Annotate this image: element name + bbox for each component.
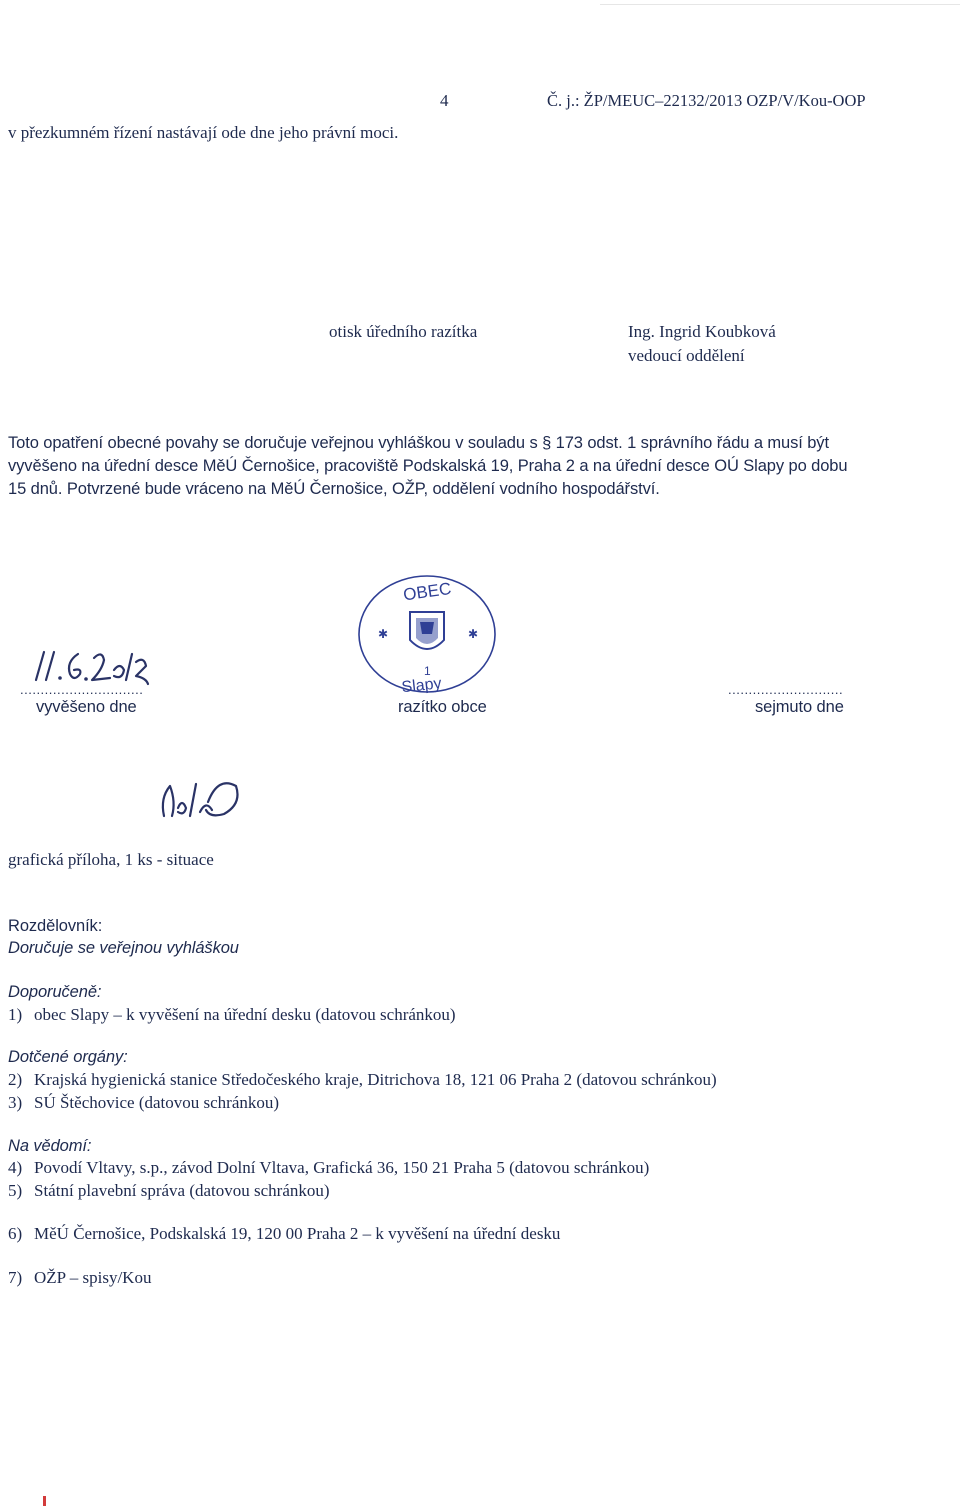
list-item-number: 7)	[8, 1268, 23, 1287]
coat-of-arms-icon	[410, 612, 444, 649]
list-item-text: MěÚ Černošice, Podskalská 19, 120 00 Praha 2 – k vyvěšení na úřední desku	[34, 1224, 561, 1243]
list-item-text: Krajská hygienická stanice Středočeského kraje, Ditrichova 18, 121 06 Praha 2 (datovou schránkou)	[34, 1070, 717, 1089]
list-item-number: 4)	[8, 1158, 23, 1177]
list-item-text: Státní plavební správa (datovou schránkou)	[34, 1181, 330, 1200]
reference-number: Č. j.: ŽP/MEUC–22132/2013 OZP/V/Kou-OOP	[547, 91, 866, 110]
list-item	[8, 1093, 279, 1113]
list-item	[8, 1070, 717, 1090]
list-item-text: SÚ Štěchovice (datovou schránkou)	[34, 1093, 280, 1112]
group-title: Doporučeně:	[8, 983, 102, 1001]
list-item-text: obec Slapy – k vyvěšení na úřední desku (datovou schránkou)	[34, 1005, 456, 1024]
removed-date-dots: ............................	[728, 682, 844, 697]
stamp-star-left-icon: ✱	[378, 627, 389, 641]
group-title: Na vědomí:	[8, 1137, 92, 1155]
distribution-heading: Rozdělovník:	[8, 917, 103, 935]
list-item-number: 6)	[8, 1224, 23, 1243]
list-item-number: 1)	[8, 1005, 23, 1024]
notice-line-3: 15 dnů. Potvrzené bude vráceno na MěÚ Černošice, OŽP, oddělení vodního hospodářství.	[8, 480, 660, 498]
scan-edge-line	[600, 4, 960, 5]
stamp-star-right-icon: ✱	[468, 627, 479, 641]
intro-line: v přezkumném řízení nastávají ode dne jeho právní moci.	[8, 123, 399, 142]
handwritten-signature	[156, 772, 242, 824]
list-item	[8, 1158, 649, 1178]
removed-date-label: sejmuto dne	[755, 698, 844, 716]
list-item-text: Povodí Vltavy, s.p., závod Dolní Vltava, Grafická 36, 150 21 Praha 5 (datovou schránkou)	[34, 1158, 650, 1177]
attachment-note: grafická příloha, 1 ks - situace	[8, 850, 214, 869]
signatory-role: vedoucí oddělení	[628, 346, 745, 365]
stamp-placeholder-label: otisk úředního razítka	[329, 322, 478, 341]
list-item	[8, 1268, 151, 1288]
distribution-subheading: Doručuje se veřejnou vyhláškou	[8, 939, 239, 957]
group-title: Dotčené orgány:	[8, 1048, 128, 1066]
page-number: 4	[440, 91, 449, 110]
scan-mark	[43, 1496, 46, 1506]
notice-line-1: Toto opatření obecné povahy se doručuje veřejnou vyhláškou v souladu s § 173 odst. 1 správního řádu a musí být	[8, 434, 829, 452]
stamp-bottom-text: Slapy	[400, 675, 443, 697]
list-item-text: OŽP – spisy/Kou	[34, 1268, 152, 1287]
list-item-number: 2)	[8, 1070, 23, 1089]
posted-date-label: vyvěšeno dne	[36, 698, 137, 716]
signatory-name: Ing. Ingrid Koubková	[628, 322, 776, 341]
posted-date-dots: ..............................	[20, 682, 144, 697]
list-item	[8, 1224, 560, 1244]
municipal-stamp	[352, 572, 502, 702]
list-item	[8, 1181, 330, 1201]
list-item-number: 5)	[8, 1181, 23, 1200]
stamp-label: razítko obce	[398, 698, 487, 716]
list-item	[8, 1005, 456, 1025]
handwritten-date-signature	[28, 640, 158, 688]
stamp-number: 1	[424, 664, 431, 678]
notice-line-2: vyvěšeno na úřední desce MěÚ Černošice, pracoviště Podskalská 19, Praha 2 a na úřední desce OÚ Slapy po dobu	[8, 457, 848, 475]
stamp-top-text: OBEC	[402, 578, 453, 605]
list-item-number: 3)	[8, 1093, 23, 1112]
